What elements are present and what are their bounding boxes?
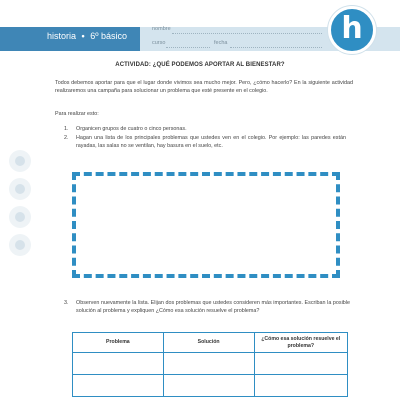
table-cell[interactable] <box>254 353 348 375</box>
table-cell[interactable] <box>73 353 164 375</box>
name-label: nombre <box>152 26 171 32</box>
list-item-number: 1. <box>64 126 69 132</box>
list-item-text: Observen nuevamente la lista. Elijan dos problemas que ustedes consideren más importantes. Escriban la posible solución al problema y expliquen ¿Cómo esa solución resuelve el problema? <box>76 300 350 314</box>
course-field[interactable] <box>166 47 210 48</box>
name-field[interactable] <box>172 33 322 34</box>
list-item <box>64 300 350 315</box>
subject-separator: • <box>81 31 85 41</box>
activity-title: ACTIVIDAD: ¿QUÉ PODEMOS APORTAR AL BIENESTAR? <box>115 62 285 68</box>
table-cell[interactable] <box>163 353 254 375</box>
side-strip <box>0 0 40 400</box>
instruction-text: Para realizar esto: <box>55 111 99 117</box>
column-header: Problema <box>73 333 164 353</box>
column-header: Solución <box>163 333 254 353</box>
list-item-number: 2. <box>64 135 69 141</box>
grade-label: 6º básico <box>90 31 128 41</box>
intro-paragraph: Todos debemos aportar para que el lugar donde vivimos sea mucho mejor. Pero, ¿cómo hacerlo? En la siguiente actividad realizaremos una campaña para solucionar un problema que esté presente en el colegio. <box>55 80 353 94</box>
decorative-circle-icon <box>9 150 31 172</box>
logo-letter: h <box>341 10 363 46</box>
table-cell[interactable] <box>163 375 254 397</box>
table-header-row <box>73 333 348 353</box>
subject-name: historia <box>47 31 77 41</box>
list-item-text: Organicen grupos de cuatro o cinco personas. <box>76 126 187 132</box>
table-cell[interactable] <box>254 375 348 397</box>
logo <box>328 6 376 54</box>
solutions-table <box>72 332 348 397</box>
answer-box[interactable] <box>72 172 340 278</box>
table-row <box>73 353 348 375</box>
table-row <box>73 375 348 397</box>
list-item <box>64 126 346 134</box>
list-item <box>64 135 346 150</box>
list-item-number: 3. <box>64 300 69 306</box>
decorative-circle-icon <box>9 234 31 256</box>
decorative-circle-icon <box>9 206 31 228</box>
subject-label <box>47 31 127 41</box>
date-label: fecha <box>214 40 228 46</box>
list-item-text: Hagan una lista de los principales problemas que ustedes ven en el colegio. Por ejemplo: las paredes están rayadas, las salas no se ventilan, hay basura en el suelo, etc. <box>76 135 346 149</box>
date-field[interactable] <box>230 47 322 48</box>
decorative-circle-icon <box>9 178 31 200</box>
column-header: ¿Cómo esa solución resuelve el problema? <box>254 333 348 353</box>
table-cell[interactable] <box>73 375 164 397</box>
course-label: curso <box>152 40 166 46</box>
